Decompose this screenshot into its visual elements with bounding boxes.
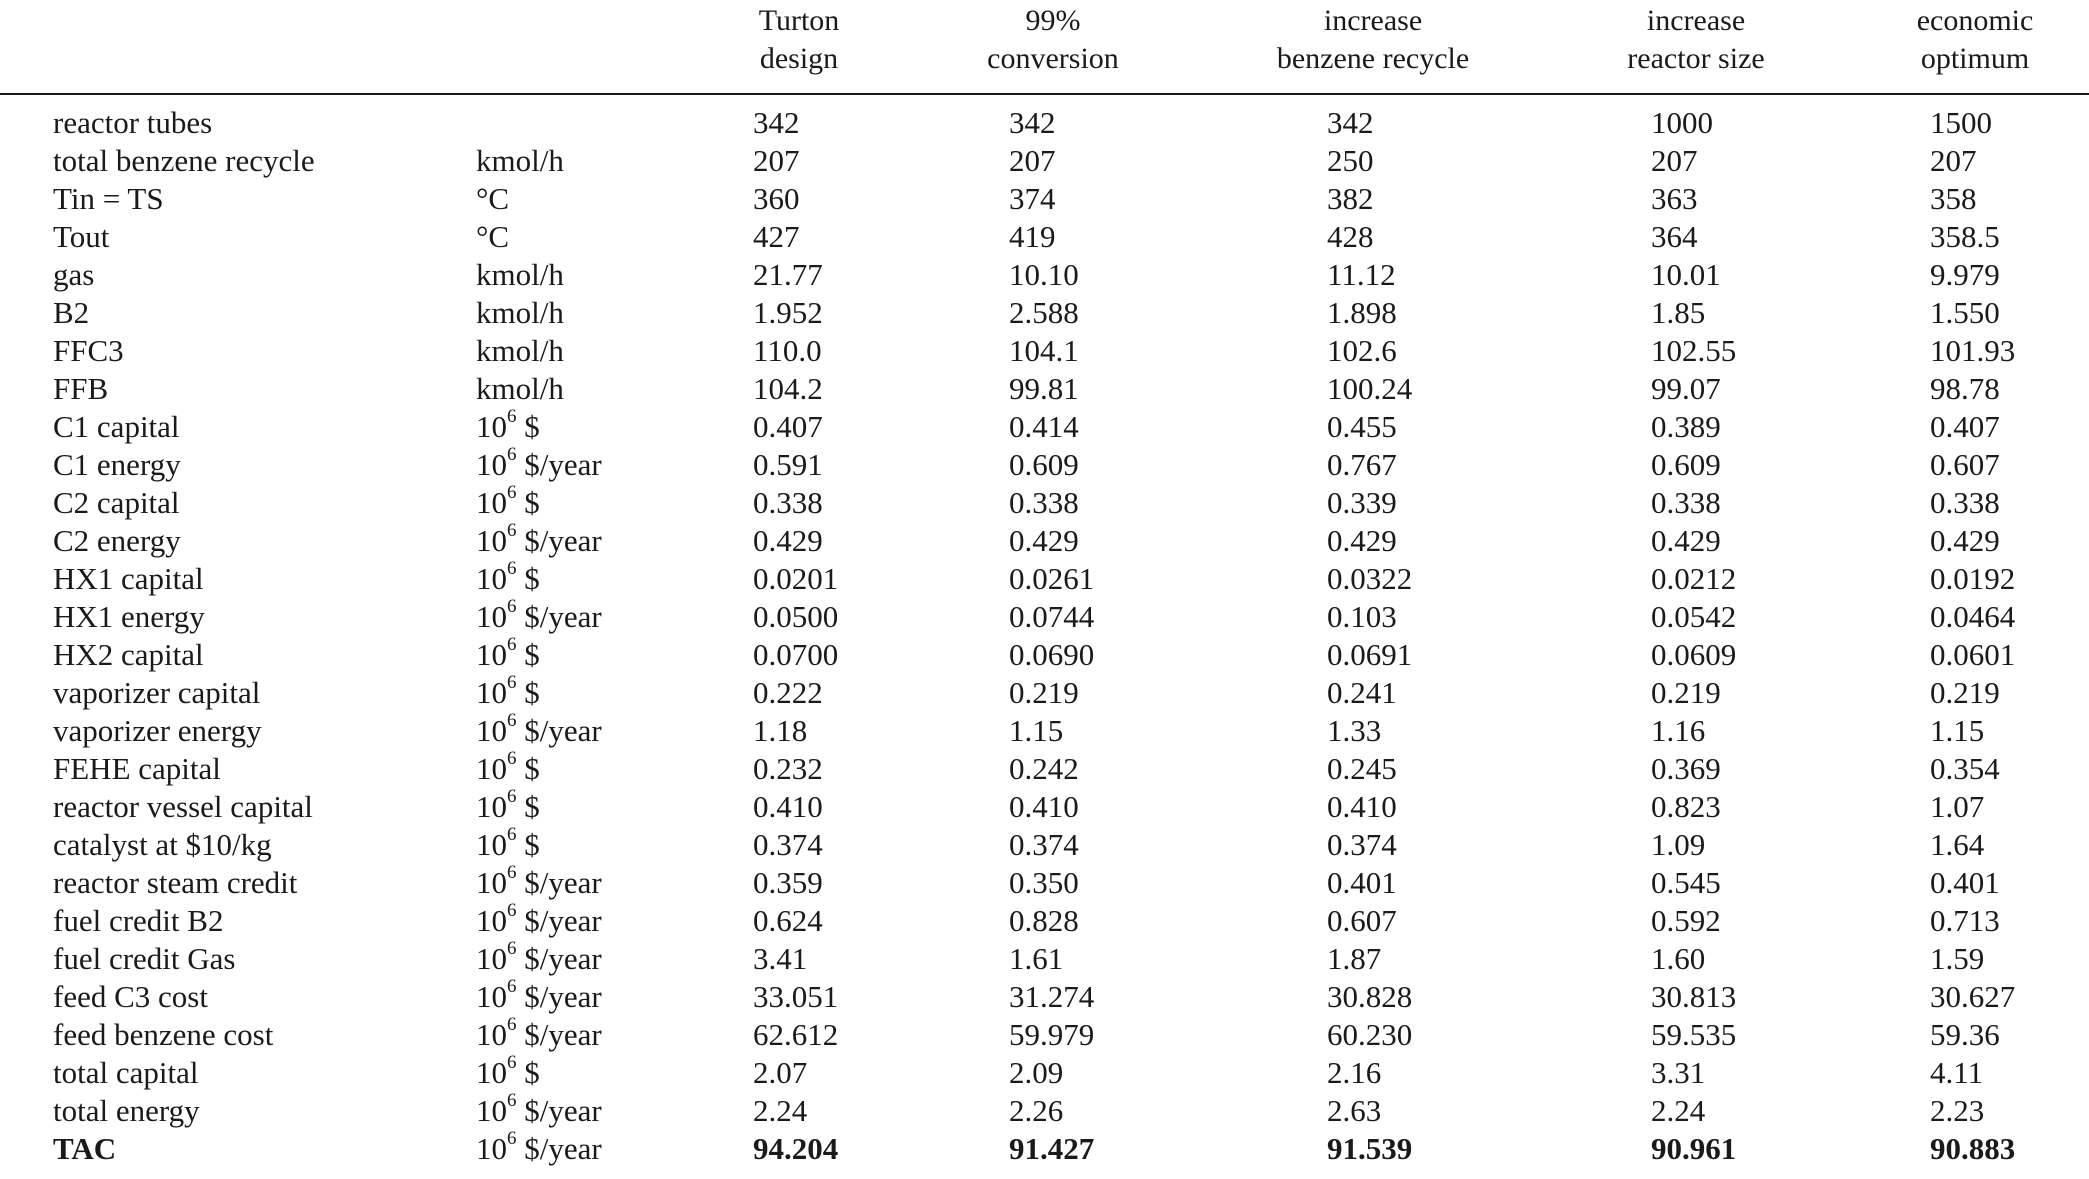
table-cell: 0.222 (753, 675, 823, 710)
table-cell: 0.429 (1327, 523, 1397, 558)
table-cell: 0.414 (1009, 409, 1079, 444)
row-unit (476, 747, 540, 788)
unit-suffix: $ (516, 485, 540, 520)
row-unit (476, 709, 602, 750)
unit-base: 10 (476, 675, 507, 710)
row-unit (476, 443, 602, 484)
table-cell: 2.16 (1327, 1055, 1382, 1090)
table-cell: 0.103 (1327, 599, 1397, 634)
table-cell: 4.11 (1930, 1055, 1984, 1090)
unit-base: kmol/h (476, 143, 564, 178)
table-cell: 91.427 (1009, 1131, 1095, 1166)
table-cell: 59.36 (1930, 1017, 2000, 1052)
unit-exponent: 6 (507, 557, 517, 579)
unit-base: 10 (476, 637, 507, 672)
table-cell: 0.828 (1009, 903, 1079, 938)
table-cell: 342 (753, 105, 800, 140)
row-unit (476, 861, 602, 902)
table-cell: 104.1 (1009, 333, 1079, 368)
column-header-line1: increase (1646, 4, 1746, 37)
unit-exponent: 6 (507, 975, 517, 997)
row-unit (476, 1127, 602, 1168)
table-cell: 90.883 (1930, 1131, 2016, 1166)
row-label: TAC (53, 1131, 117, 1166)
table-cell: 21.77 (753, 257, 823, 292)
table-cell: 0.0691 (1327, 637, 1413, 672)
unit-base: 10 (476, 713, 507, 748)
unit-exponent: 6 (507, 443, 517, 465)
table-cell: 104.2 (753, 371, 823, 406)
table-cell: 342 (1009, 105, 1056, 140)
table-cell: 0.232 (753, 751, 823, 786)
column-header-line1: 99% (1025, 4, 1081, 37)
unit-exponent: 6 (507, 937, 517, 959)
table-cell: 0.0542 (1651, 599, 1737, 634)
unit-suffix: $/year (516, 1131, 602, 1166)
unit-exponent: 6 (507, 899, 517, 921)
unit-suffix: $/year (516, 979, 602, 1014)
table-cell: 2.23 (1930, 1093, 1985, 1128)
row-label: B2 (53, 295, 90, 330)
row-unit (476, 1089, 602, 1130)
table-cell: 60.230 (1327, 1017, 1413, 1052)
table-cell: 1.18 (753, 713, 808, 748)
row-unit (476, 370, 564, 408)
table-cell: 1.898 (1327, 295, 1397, 330)
table-cell: 1.61 (1009, 941, 1064, 976)
table-cell: 30.627 (1930, 979, 2016, 1014)
table-cell: 1.87 (1327, 941, 1382, 976)
table-cell: 0.374 (1327, 827, 1397, 862)
row-unit (476, 671, 540, 712)
row-label: C1 capital (53, 409, 180, 444)
row-label: gas (53, 257, 95, 292)
row-unit (476, 180, 509, 218)
row-unit (476, 975, 602, 1016)
table-cell: 207 (753, 143, 800, 178)
table-cell: 9.979 (1930, 257, 2000, 292)
unit-exponent: 6 (507, 747, 517, 769)
table-cell: 0.607 (1327, 903, 1397, 938)
unit-base: 10 (476, 523, 507, 558)
unit-suffix: $/year (516, 941, 602, 976)
table-cell: 363 (1651, 181, 1698, 216)
table-cell: 0.609 (1651, 447, 1721, 482)
table-cell: 10.01 (1651, 257, 1721, 292)
table-cell: 0.389 (1651, 409, 1721, 444)
table-cell: 3.41 (753, 941, 808, 976)
table-cell: 1.07 (1930, 789, 1985, 824)
table-cell: 250 (1327, 143, 1374, 178)
row-unit (476, 256, 564, 294)
unit-exponent: 6 (507, 1051, 517, 1073)
row-label: Tin = TS (53, 181, 164, 216)
table-cell: 0.242 (1009, 751, 1079, 786)
table-cell: 0.245 (1327, 751, 1397, 786)
table-cell: 0.410 (753, 789, 823, 824)
table-cell: 102.55 (1651, 333, 1737, 368)
table-cell: 2.588 (1009, 295, 1079, 330)
row-unit (476, 1013, 602, 1054)
table-cell: 0.0192 (1930, 561, 2016, 596)
table-cell: 0.0201 (753, 561, 839, 596)
table-cell: 0.0212 (1651, 561, 1737, 596)
row-label: catalyst at $10/kg (53, 827, 272, 862)
unit-suffix: $/year (516, 447, 602, 482)
table-cell: 90.961 (1651, 1131, 1737, 1166)
row-label: total capital (53, 1055, 199, 1090)
unit-suffix: $ (516, 789, 540, 824)
unit-base: 10 (476, 789, 507, 824)
table-cell: 0.407 (753, 409, 823, 444)
row-unit (476, 937, 602, 978)
table-cell: 0.607 (1930, 447, 2000, 482)
unit-base: 10 (476, 941, 507, 976)
unit-suffix: $/year (516, 599, 602, 634)
unit-base: °C (476, 181, 510, 216)
table-cell: 30.813 (1651, 979, 1737, 1014)
table-cell: 0.350 (1009, 865, 1079, 900)
unit-exponent: 6 (507, 1013, 517, 1035)
table-cell: 59.535 (1651, 1017, 1737, 1052)
table-cell: 0.0609 (1651, 637, 1737, 672)
table-cell: 0.374 (1009, 827, 1079, 862)
unit-suffix: $/year (516, 1093, 602, 1128)
row-unit (476, 595, 602, 636)
column-header-line2: reactor size (1627, 42, 1765, 75)
table-cell: 99.81 (1009, 371, 1079, 406)
row-label: fuel credit B2 (53, 903, 224, 938)
unit-base: 10 (476, 751, 507, 786)
row-unit (476, 785, 540, 826)
table-cell: 2.07 (753, 1055, 808, 1090)
unit-suffix: $ (516, 751, 540, 786)
row-unit (476, 633, 540, 674)
table-cell: 0.429 (753, 523, 823, 558)
unit-exponent: 6 (507, 709, 517, 731)
table-cell: 1500 (1930, 105, 1992, 140)
unit-base: 10 (476, 1131, 507, 1166)
unit-base: 10 (476, 827, 507, 862)
unit-base: 10 (476, 903, 507, 938)
unit-base: 10 (476, 409, 507, 444)
unit-base: kmol/h (476, 295, 564, 330)
row-unit (476, 332, 564, 370)
row-label: reactor steam credit (53, 865, 298, 900)
table-cell: 31.274 (1009, 979, 1095, 1014)
row-label: fuel credit Gas (53, 941, 236, 976)
table-cell: 419 (1009, 219, 1056, 254)
unit-exponent: 6 (507, 481, 517, 503)
table-cell: 382 (1327, 181, 1374, 216)
unit-suffix: $/year (516, 523, 602, 558)
table-cell: 98.78 (1930, 371, 2000, 406)
table-cell: 1.59 (1930, 941, 1985, 976)
row-label: reactor tubes (53, 105, 213, 140)
table-cell: 2.09 (1009, 1055, 1064, 1090)
row-unit (476, 218, 509, 256)
unit-base: 10 (476, 485, 507, 520)
unit-exponent: 6 (507, 519, 517, 541)
row-unit (476, 557, 540, 598)
table-cell: 0.592 (1651, 903, 1721, 938)
table-cell: 100.24 (1327, 371, 1413, 406)
table-cell: 1.16 (1651, 713, 1706, 748)
table-cell: 0.410 (1009, 789, 1079, 824)
table-cell: 0.624 (753, 903, 823, 938)
unit-exponent: 6 (507, 823, 517, 845)
table-cell: 33.051 (753, 979, 839, 1014)
unit-base: °C (476, 219, 510, 254)
row-unit (476, 142, 564, 180)
table-cell: 2.24 (753, 1093, 808, 1128)
table-cell: 0.455 (1327, 409, 1397, 444)
table-cell: 1.64 (1930, 827, 1985, 862)
row-unit (476, 519, 602, 560)
unit-exponent: 6 (507, 633, 517, 655)
row-label: FFB (53, 371, 109, 406)
table-cell: 0.410 (1327, 789, 1397, 824)
table-cell: 0.359 (753, 865, 823, 900)
table-cell: 1.33 (1327, 713, 1382, 748)
table-cell: 99.07 (1651, 371, 1721, 406)
unit-base: 10 (476, 1017, 507, 1052)
table-cell: 3.31 (1651, 1055, 1706, 1090)
table-cell: 0.354 (1930, 751, 2000, 786)
row-label: vaporizer energy (53, 713, 262, 748)
unit-base: 10 (476, 1055, 507, 1090)
table-cell: 0.591 (753, 447, 823, 482)
unit-suffix: $ (516, 561, 540, 596)
table-cell: 0.338 (1930, 485, 2000, 520)
table-cell: 0.369 (1651, 751, 1721, 786)
table-cell: 0.767 (1327, 447, 1397, 482)
table-cell: 1.15 (1930, 713, 1985, 748)
table-cell: 358.5 (1930, 219, 2000, 254)
table-cell: 62.612 (753, 1017, 839, 1052)
table-cell: 1.550 (1930, 295, 2000, 330)
table-cell: 0.429 (1651, 523, 1721, 558)
table-cell: 0.823 (1651, 789, 1721, 824)
unit-base: 10 (476, 979, 507, 1014)
unit-base: 10 (476, 599, 507, 634)
unit-base: 10 (476, 1093, 507, 1128)
row-label: feed benzene cost (53, 1017, 274, 1052)
table-cell: 11.12 (1327, 257, 1396, 292)
row-label: FEHE capital (53, 751, 221, 786)
unit-suffix: $ (516, 1055, 540, 1090)
table-cell: 0.0744 (1009, 599, 1095, 634)
table-cell: 0.0601 (1930, 637, 2016, 672)
row-label: HX1 energy (53, 599, 205, 634)
row-label: C2 energy (53, 523, 181, 558)
row-label: C2 capital (53, 485, 180, 520)
column-header-line1: Turton (758, 4, 840, 37)
unit-exponent: 6 (507, 1089, 517, 1111)
row-unit (476, 823, 540, 864)
table-cell: 30.828 (1327, 979, 1413, 1014)
row-label: C1 energy (53, 447, 181, 482)
table-cell: 102.6 (1327, 333, 1397, 368)
unit-base: 10 (476, 561, 507, 596)
row-label: total energy (53, 1093, 200, 1128)
table-cell: 0.219 (1009, 675, 1079, 710)
table-cell: 342 (1327, 105, 1374, 140)
row-label: vaporizer capital (53, 675, 261, 710)
column-header-line1: economic (1916, 4, 2034, 37)
row-label: reactor vessel capital (53, 789, 313, 824)
row-unit (476, 405, 540, 446)
table-cell: 358 (1930, 181, 1977, 216)
unit-suffix: $ (516, 675, 540, 710)
row-label: Tout (53, 219, 110, 254)
table-cell: 1.15 (1009, 713, 1064, 748)
table-cell: 0.338 (753, 485, 823, 520)
table-cell: 360 (753, 181, 800, 216)
table-cell: 207 (1930, 143, 1977, 178)
unit-base: 10 (476, 865, 507, 900)
table-cell: 59.979 (1009, 1017, 1095, 1052)
row-label: HX2 capital (53, 637, 204, 672)
unit-suffix: $ (516, 409, 540, 444)
table-cell: 91.539 (1327, 1131, 1413, 1166)
table-cell: 0.219 (1651, 675, 1721, 710)
table-cell: 0.0464 (1930, 599, 2016, 634)
table-cell: 0.0500 (753, 599, 839, 634)
column-header-line2: benzene recycle (1276, 42, 1470, 75)
unit-exponent: 6 (507, 671, 517, 693)
unit-suffix: $/year (516, 903, 602, 938)
column-header-line2: optimum (1920, 42, 2030, 75)
table-cell: 0.0700 (753, 637, 839, 672)
unit-base: kmol/h (476, 333, 564, 368)
table-cell: 0.339 (1327, 485, 1397, 520)
row-label: HX1 capital (53, 561, 204, 596)
unit-exponent: 6 (507, 861, 517, 883)
table-cell: 0.241 (1327, 675, 1397, 710)
row-label: FFC3 (53, 333, 124, 368)
row-unit (476, 1051, 540, 1092)
unit-exponent: 6 (507, 405, 517, 427)
unit-base: kmol/h (476, 371, 564, 406)
unit-suffix: $/year (516, 865, 602, 900)
table-cell: 0.0261 (1009, 561, 1095, 596)
column-header-line2: conversion (987, 42, 1119, 75)
table-cell: 2.26 (1009, 1093, 1064, 1128)
row-unit (476, 294, 564, 332)
table-cell: 428 (1327, 219, 1374, 254)
table-cell: 0.609 (1009, 447, 1079, 482)
table-cell: 0.401 (1930, 865, 2000, 900)
row-unit (476, 899, 602, 940)
table-cell: 0.0322 (1327, 561, 1413, 596)
table-cell: 0.429 (1009, 523, 1079, 558)
table-cell: 0.338 (1009, 485, 1079, 520)
unit-suffix: $ (516, 637, 540, 672)
unit-base: kmol/h (476, 257, 564, 292)
table-cell: 0.0690 (1009, 637, 1095, 672)
unit-exponent: 6 (507, 595, 517, 617)
table-cell: 0.429 (1930, 523, 2000, 558)
table-cell: 374 (1009, 181, 1056, 216)
table-cell: 0.219 (1930, 675, 2000, 710)
header-rule (0, 93, 2089, 95)
unit-suffix: $/year (516, 713, 602, 748)
table-cell: 0.407 (1930, 409, 2000, 444)
row-label: total benzene recycle (53, 143, 315, 178)
row-unit (476, 481, 540, 522)
unit-suffix: $/year (516, 1017, 602, 1052)
table-cell: 10.10 (1009, 257, 1079, 292)
table-cell: 2.24 (1651, 1093, 1706, 1128)
unit-exponent: 6 (507, 1127, 517, 1149)
table-cell: 1.952 (753, 295, 823, 330)
table-cell: 2.63 (1327, 1093, 1382, 1128)
unit-suffix: $ (516, 827, 540, 862)
table-cell: 1000 (1651, 105, 1713, 140)
table-cell: 1.09 (1651, 827, 1706, 862)
table-cell: 0.545 (1651, 865, 1721, 900)
table-cell: 427 (753, 219, 800, 254)
table-cell: 110.0 (753, 333, 822, 368)
unit-exponent: 6 (507, 785, 517, 807)
table-cell: 0.401 (1327, 865, 1397, 900)
table-cell: 207 (1009, 143, 1056, 178)
table-cell: 1.60 (1651, 941, 1706, 976)
table-cell: 0.713 (1930, 903, 2000, 938)
table-cell: 364 (1651, 219, 1698, 254)
table-cell: 0.374 (753, 827, 823, 862)
table-cell: 0.338 (1651, 485, 1721, 520)
column-header-line2: design (759, 42, 839, 75)
row-label: feed C3 cost (53, 979, 208, 1014)
table-cell: 101.93 (1930, 333, 2016, 368)
table-cell: 94.204 (753, 1131, 839, 1166)
table-cell: 207 (1651, 143, 1698, 178)
column-header-line1: increase (1323, 4, 1423, 37)
unit-base: 10 (476, 447, 507, 482)
table-cell: 1.85 (1651, 295, 1706, 330)
